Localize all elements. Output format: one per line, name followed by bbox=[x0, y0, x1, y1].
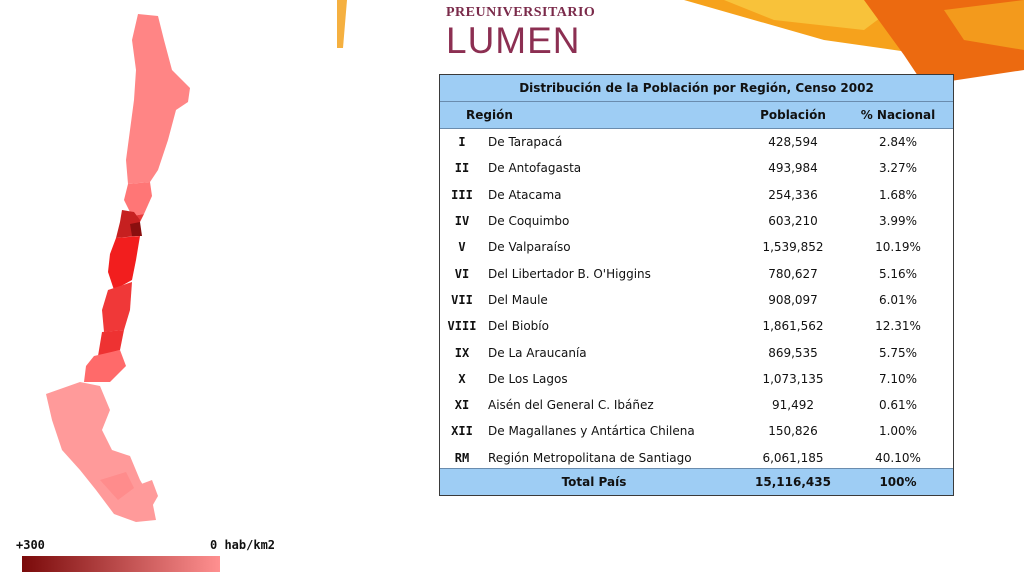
table-row bbox=[440, 129, 953, 155]
region-population: 869,535 bbox=[768, 345, 818, 360]
region-name: Del Libertador B. O'Higgins bbox=[488, 266, 651, 281]
region-number: RM bbox=[454, 450, 470, 465]
region-percent: 1.00% bbox=[878, 424, 918, 439]
region-number: III bbox=[451, 187, 473, 202]
map-region-rm bbox=[130, 222, 142, 236]
region-name: Región Metropolitana de Santiago bbox=[488, 450, 692, 465]
total-label: Total País bbox=[561, 475, 627, 489]
region-percent: 7.10% bbox=[878, 371, 918, 386]
region-population: 428,594 bbox=[768, 135, 818, 150]
table-row bbox=[440, 313, 953, 339]
region-population: 91,492 bbox=[772, 398, 814, 413]
decorative-stripe bbox=[337, 0, 347, 48]
legend-max-label: +300 bbox=[16, 538, 45, 552]
region-name: De Valparaíso bbox=[488, 240, 571, 255]
header-percent: % Nacional bbox=[860, 108, 936, 122]
region-name: De Magallanes y Antártica Chilena bbox=[488, 424, 695, 439]
region-name: De Los Lagos bbox=[488, 371, 568, 386]
table-row bbox=[440, 339, 953, 365]
region-number: XII bbox=[451, 424, 473, 439]
region-number: II bbox=[454, 161, 470, 176]
table-row bbox=[440, 287, 953, 313]
region-number: V bbox=[458, 240, 466, 255]
logo-title: LUMEN bbox=[446, 20, 581, 61]
region-percent: 3.99% bbox=[878, 214, 918, 229]
region-number: VIII bbox=[447, 319, 477, 334]
table-total-row bbox=[440, 468, 953, 495]
region-number: XI bbox=[454, 398, 470, 413]
region-population: 493,984 bbox=[768, 161, 818, 176]
total-percent: 100% bbox=[879, 475, 917, 489]
region-population: 1,861,562 bbox=[762, 319, 824, 334]
region-population: 150,826 bbox=[768, 424, 818, 439]
table-row bbox=[440, 208, 953, 234]
region-population: 603,210 bbox=[768, 214, 818, 229]
region-percent: 12.31% bbox=[875, 319, 921, 334]
table-header-row bbox=[440, 102, 953, 129]
region-number: IV bbox=[454, 214, 470, 229]
region-population: 1,539,852 bbox=[762, 240, 824, 255]
logo-subtitle: PREUNIVERSITARIO bbox=[446, 5, 596, 20]
brand-logo bbox=[446, 6, 596, 60]
map-region-north bbox=[126, 14, 190, 184]
map-region-maule-biobio bbox=[102, 282, 132, 332]
table-row bbox=[440, 234, 953, 260]
map-region-los-lagos bbox=[84, 350, 126, 382]
map-region-atacama bbox=[124, 182, 152, 216]
region-name: De Antofagasta bbox=[488, 161, 582, 176]
region-population: 780,627 bbox=[768, 266, 818, 281]
table-row bbox=[440, 418, 953, 444]
region-percent: 0.61% bbox=[878, 398, 918, 413]
region-number: X bbox=[458, 371, 466, 386]
legend-gradient-bar bbox=[22, 556, 220, 572]
map-region-central bbox=[108, 236, 140, 290]
region-percent: 5.16% bbox=[878, 266, 918, 281]
header-region: Región bbox=[466, 108, 513, 122]
region-percent: 1.68% bbox=[878, 187, 918, 202]
region-population: 254,336 bbox=[768, 187, 818, 202]
table-row bbox=[440, 260, 953, 286]
region-name: Aisén del General C. Ibáñez bbox=[488, 398, 654, 413]
region-population: 6,061,185 bbox=[762, 450, 824, 465]
total-population: 15,116,435 bbox=[755, 475, 831, 489]
header-population: Población bbox=[760, 108, 826, 122]
region-name: De La Araucanía bbox=[488, 345, 587, 360]
decorative-header-shapes bbox=[664, 0, 1024, 85]
table-title: Distribución de la Población por Región, Censo 2002 bbox=[440, 75, 953, 102]
region-percent: 3.27% bbox=[878, 161, 918, 176]
region-percent: 2.84% bbox=[878, 135, 918, 150]
region-population: 1,073,135 bbox=[762, 371, 824, 386]
region-number: VI bbox=[454, 266, 470, 281]
region-name: Del Maule bbox=[488, 292, 548, 307]
region-number: IX bbox=[454, 345, 470, 360]
table-row bbox=[440, 182, 953, 208]
table-body bbox=[440, 129, 953, 471]
region-name: De Coquimbo bbox=[488, 214, 570, 229]
region-percent: 10.19% bbox=[875, 240, 921, 255]
region-name: Del Biobío bbox=[488, 319, 549, 334]
table-row bbox=[440, 392, 953, 418]
legend-min-label: 0 hab/km2 bbox=[210, 538, 276, 552]
region-population: 908,097 bbox=[768, 292, 818, 307]
region-number: VII bbox=[451, 292, 473, 307]
table-row bbox=[440, 445, 953, 471]
region-percent: 6.01% bbox=[878, 292, 918, 307]
table-row bbox=[440, 366, 953, 392]
region-name: De Atacama bbox=[488, 187, 562, 202]
region-percent: 40.10% bbox=[875, 450, 921, 465]
region-percent: 5.75% bbox=[878, 345, 918, 360]
region-name: De Tarapacá bbox=[488, 135, 563, 150]
table-row bbox=[440, 155, 953, 181]
region-number: I bbox=[458, 135, 466, 150]
population-table bbox=[439, 74, 954, 496]
chile-population-density-map bbox=[40, 10, 210, 530]
